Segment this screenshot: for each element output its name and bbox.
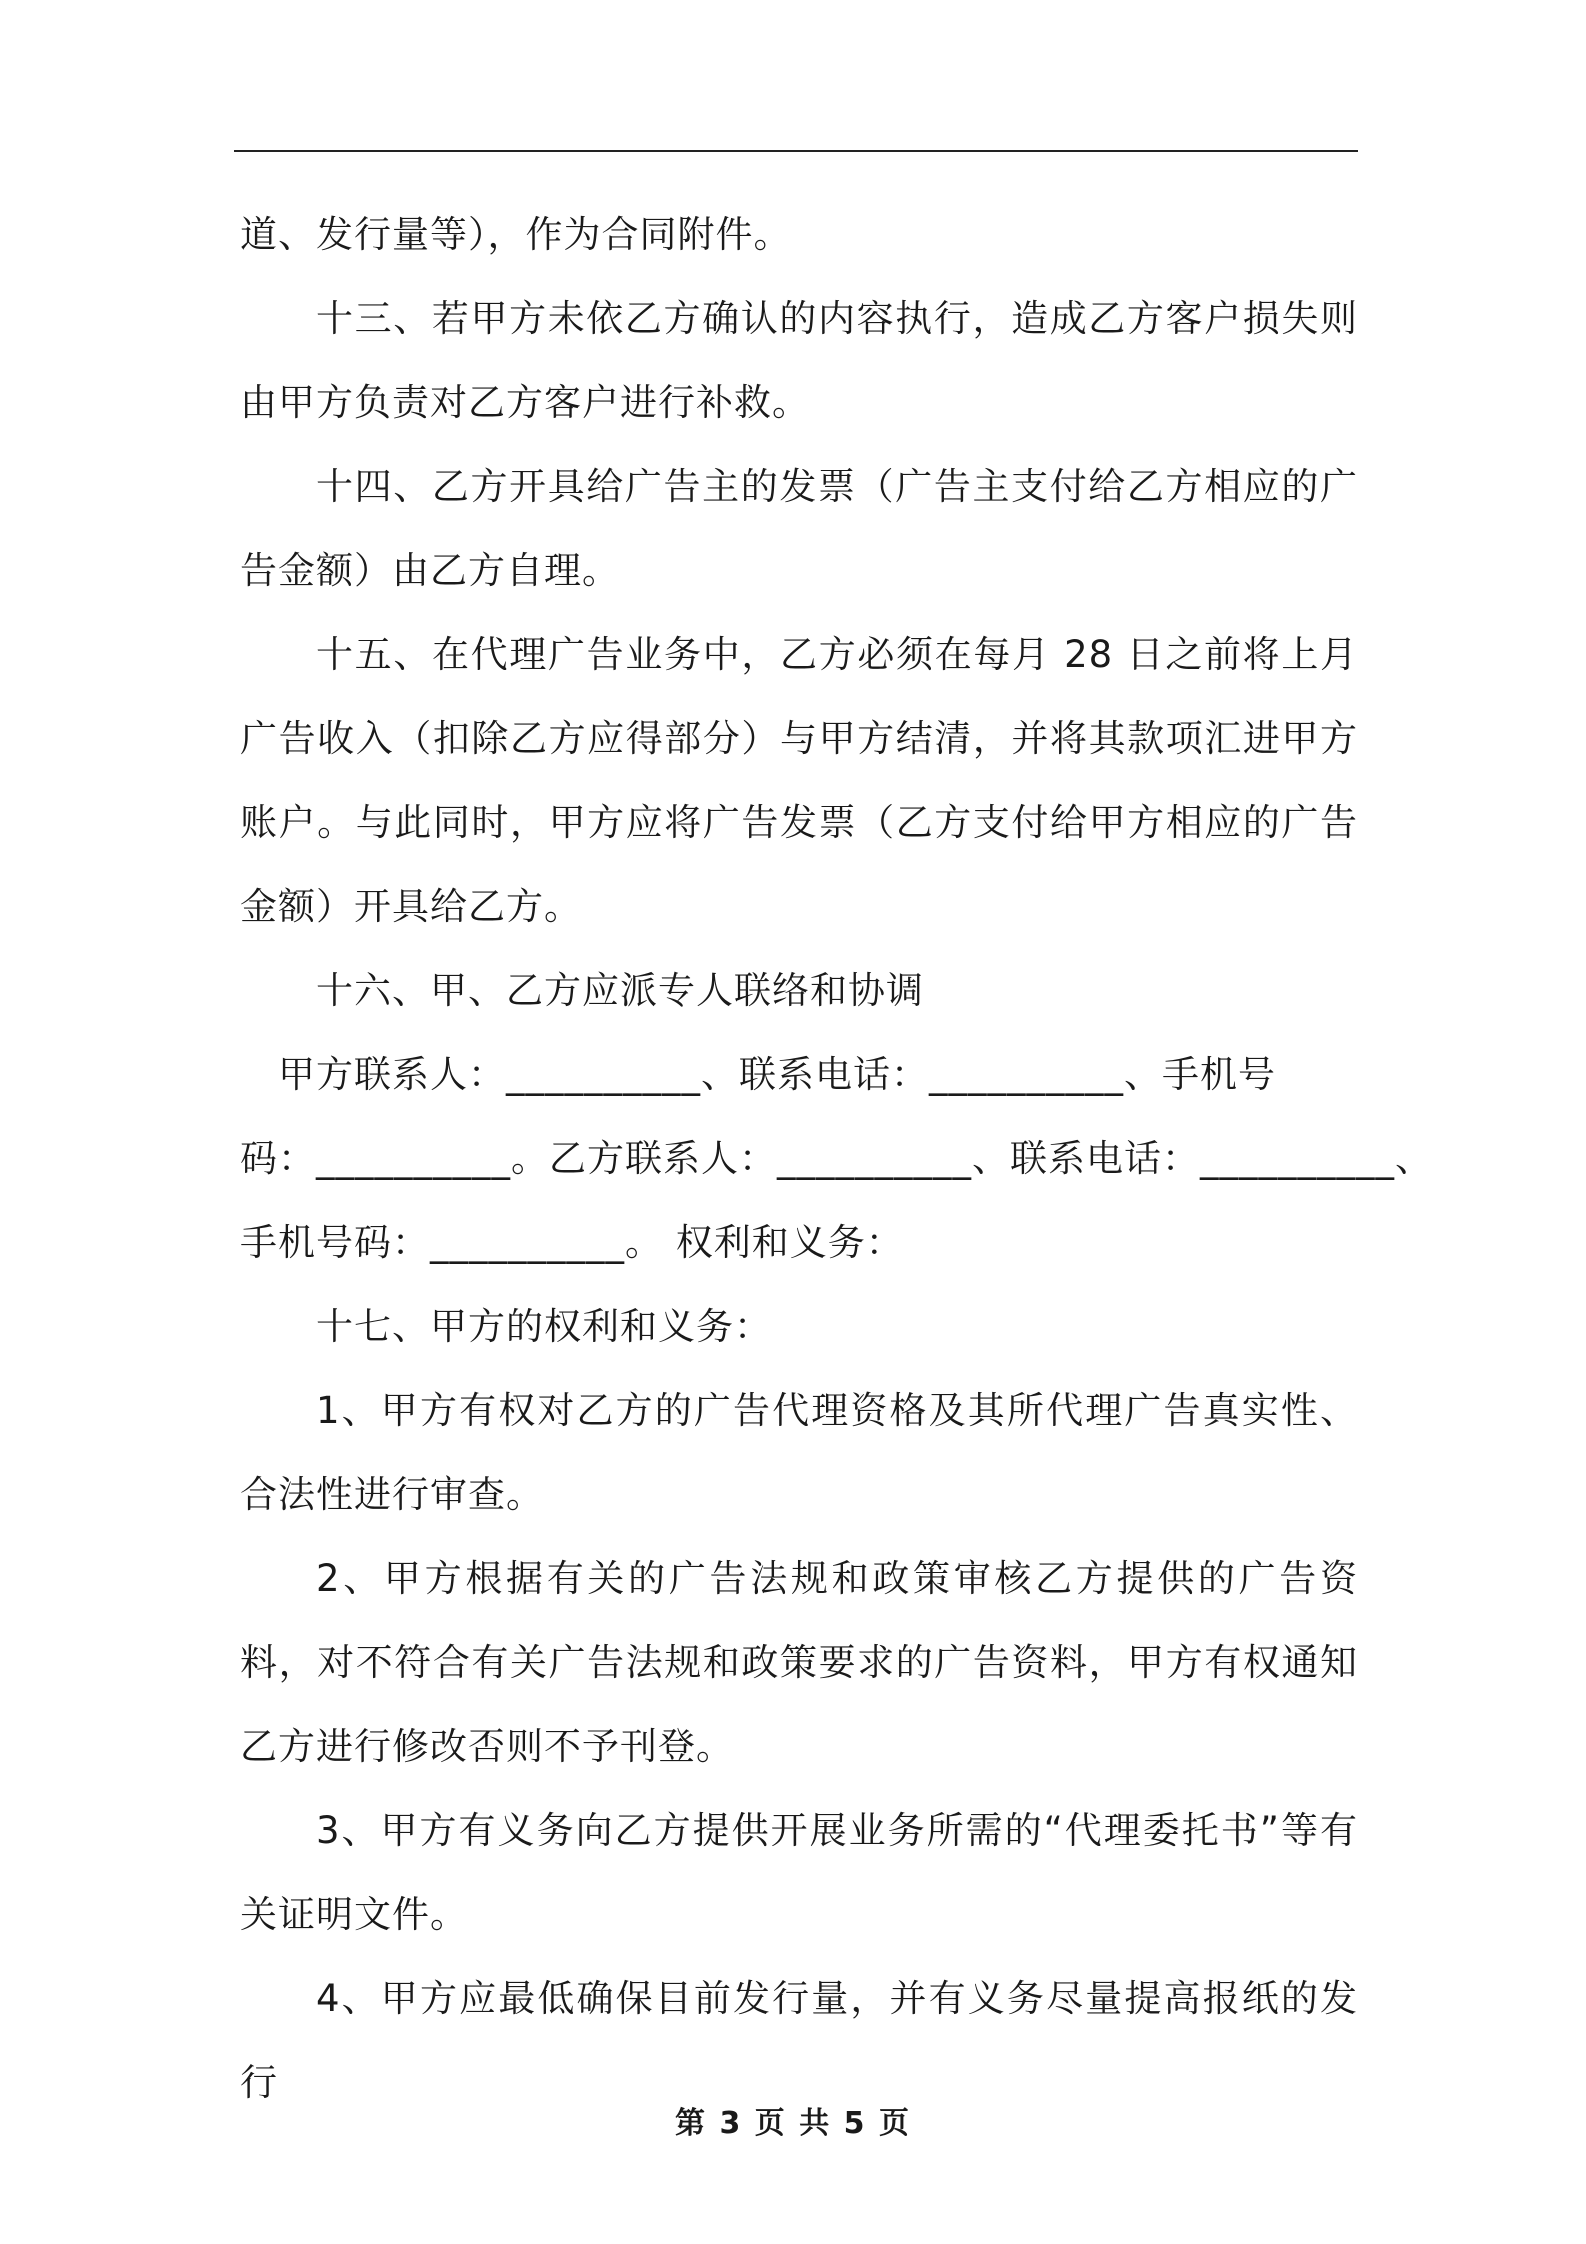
contact-line-1: 甲方联系人：__________、联系电话：__________、手机号 [240,1053,1276,1096]
document-body [240,193,1433,2125]
clause-17-item-3: 3、甲方有义务向乙方提供开展业务所需的“代理委托书”等有关证明文件。 [240,1809,1358,1936]
clause-17-item-4: 4、甲方应最低确保目前发行量，并有义务尽量提高报纸的发行 [240,1977,1358,2104]
paragraph-continuation: 道、发行量等），作为合同附件。 [240,213,792,256]
clause-14: 十四、乙方开具给广告主的发票（广告主支付给乙方相应的广告金额）由乙方自理。 [240,465,1358,592]
contact-line-3: 手机号码：__________。 权利和义务： [240,1221,904,1264]
clause-17: 十七、甲方的权利和义务： [316,1305,772,1348]
header-rule [234,150,1358,152]
page-number: 第 3 页 共 5 页 [675,2106,911,2141]
clause-17-item-1: 1、甲方有权对乙方的广告代理资格及其所代理广告真实性、合法性进行审查。 [240,1389,1358,1516]
contact-line-2: 码：__________。乙方联系人：__________、联系电话：__________、 [240,1137,1433,1180]
clause-13: 十三、若甲方未依乙方确认的内容执行，造成乙方客户损失则由甲方负责对乙方客户进行补救。 [240,297,1358,424]
clause-17-item-2: 2、甲方根据有关的广告法规和政策审核乙方提供的广告资料，对不符合有关广告法规和政策要求的广告资料，甲方有权通知乙方进行修改否则不予刊登。 [240,1557,1358,1768]
clause-15: 十五、在代理广告业务中，乙方必须在每月 28 日之前将上月广告收入（扣除乙方应得部分）与甲方结清，并将其款项汇进甲方账户。与此同时，甲方应将广告发票（乙方支付给甲方相应的广告金额）开具给乙方。 [240,633,1358,928]
clause-16: 十六、甲、乙方应派专人联络和协调 [316,969,924,1012]
